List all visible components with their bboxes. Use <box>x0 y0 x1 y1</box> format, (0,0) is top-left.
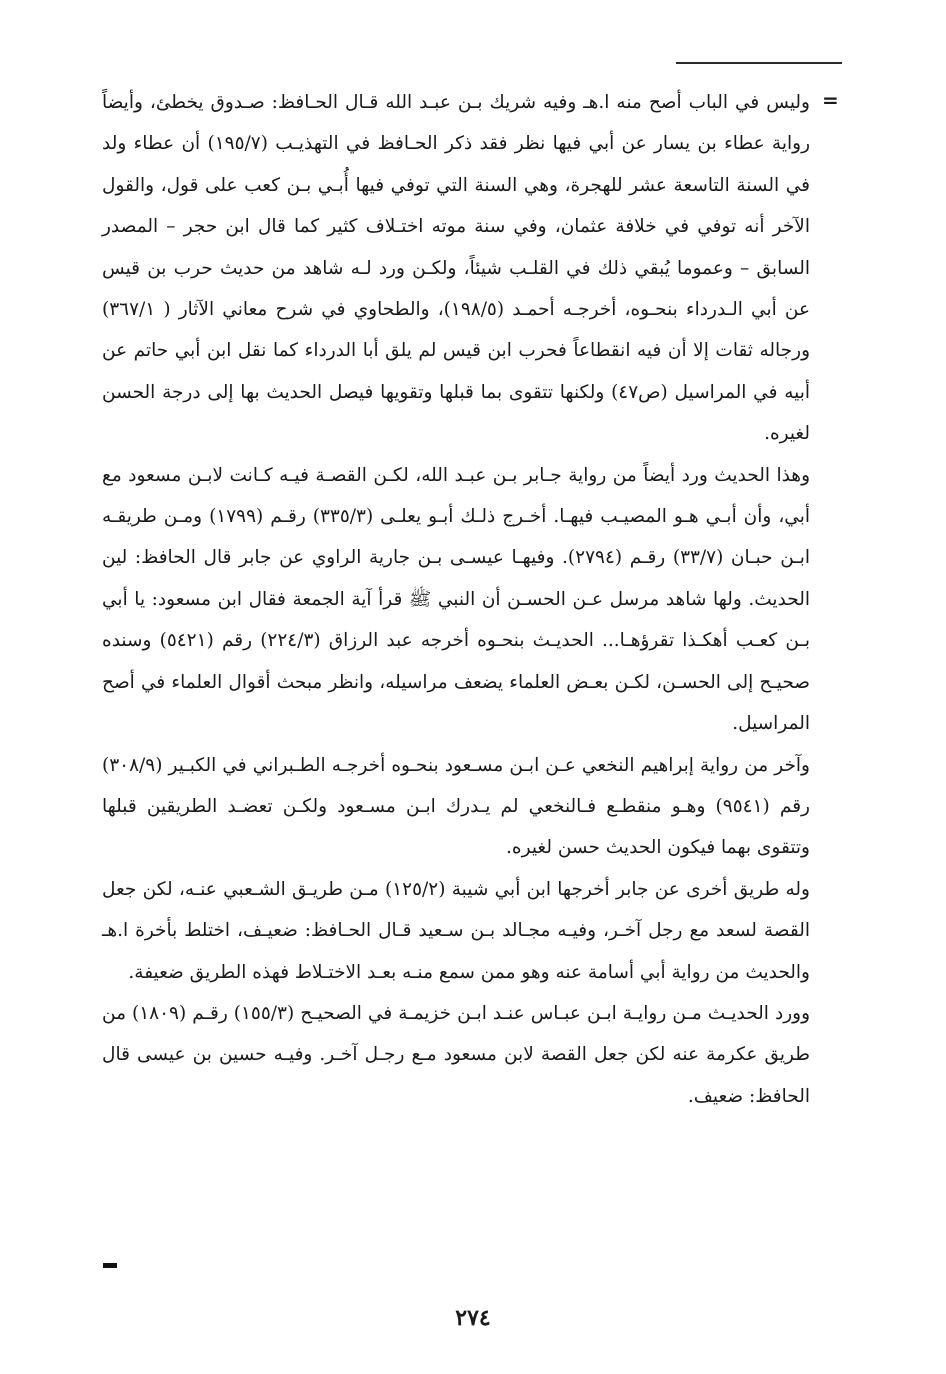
footnote-continuation-mark: = <box>822 88 839 112</box>
footnote-paragraph-4: وله طريق أخرى عن جابر أخرجها ابن أبي شيبة (١٢٥/٢) مـن طريـق الشـعبي عنـه، لكن جعل القصة لسعد مع رجل آخـر، وفيـه مجـالد بـن سـعيد قـال الحـافظ: ضعيـف، اختلط بأخرة ا.هـ والحديث من رواية أبي أسامة عنه وهو ممن سمع منـه بعـد الاختـلاط فهذه الطريق ضعيفة. <box>102 878 810 983</box>
footnote-paragraph-2: وهذا الحديث ورد أيضاً من رواية جـابر بـن عبـد الله، لكـن القصـة فيـه كـانت لابـن مسعود مع أبي، وأن أبـي هـو المصيـب فيهـا. أخـرج ذلـك أبـو يعلـى (٣٣٥/٣) رقـم (١٧٩٩) ومـن طريقـه ابـن حبـان (٣٣/٧) رقـم (٢٧٩٤). وفيهـا عيسـى بـن جارية الراوي عن جابر قال الحافظ: لين الحديث. ولها شاهد مرسل عـن الحسـن أن النبي ﷺ قرأ آية الجمعة فقال ابن مسعود: يا أبي بـن كعـب أهكـذا تقرؤهـا... الحديـث بنحـوه أخرجه عبد الرزاق (٢٢٤/٣) رقم (٥٤٢١) وسنده صحيـح إلى الحسـن، لكـن بعـض العلماء يضعف مراسيله، وانظر مبحث أقوال العلماء في أصح المراسيل. <box>102 464 810 735</box>
footnote-paragraph-5: وورد الحديـث مـن روايـة ابـن عبـاس عنـد ابـن خزيمـة في الصحيـح (١٥٥/٣) رقـم (١٨٠٩) من طريق عكرمة عنه لكن جعل القصة لابن مسعود مـع رجـل آخـر. وفيـه حسين بن عيسى قال الحافظ: ضعيف. <box>102 1002 810 1107</box>
footnote-paragraph-3: وآخر من رواية إبراهيم النخعي عـن ابـن مسـعود بنحـوه أخرجـه الطـبراني في الكبـير (٣٠٨/٩) رقم (٩٥٤١) وهـو منقطـع فـالنخعي لم يـدرك ابـن مسـعود ولكـن تعضـد الطريقين قبلها وتتقوى بهما فيكون الحديث حسن لغيره. <box>102 754 810 859</box>
footnote-end-mark <box>103 1263 117 1268</box>
footnote-body <box>102 82 810 1117</box>
footnote-paragraph-1: وليس في الباب أصح منه ا.هـ وفيه شريك بـن عبـد الله قـال الحـافظ: صـدوق يخطئ، وأيضاً رواية عطاء بن يسار عن أبي فيها نظر فقد ذكر الحـافظ في التهذيـب (١٩٥/٧) أن عطاء ولد في السنة التاسعة عشر للهجرة، وهي السنة التي توفي فيها أُبـي بـن كعب على قول، والقول الآخر أنه توفي في خلافة عثمان، وفي سنة موته اختـلاف كثير كما قال ابن حجر – المصدر السابق – وعموما يُبقي ذلك في القلـب شيئاً، ولكـن ورد لـه شاهد من حديث حرب بن قيس عن أبي الـدرداء بنحـوه، أخرجـه أحمـد (١٩٨/٥)، والطحاوي في شرح معاني الآثار ( ٣٦٧/١) ورجاله ثقات إلا أن فيه انقطاعاً فحرب ابن قيس لم يلق أبا الدرداء كما نقل ابن أبي حاتم عن أبيه في المراسيل (ص٤٧) ولكنها تتقوى بما قبلها وتقويها فيصل الحديث بها إلى درجة الحسن لغيره. <box>102 92 811 445</box>
page-number: ٢٧٤ <box>455 1305 491 1331</box>
footnote-separator-rule <box>676 62 842 64</box>
